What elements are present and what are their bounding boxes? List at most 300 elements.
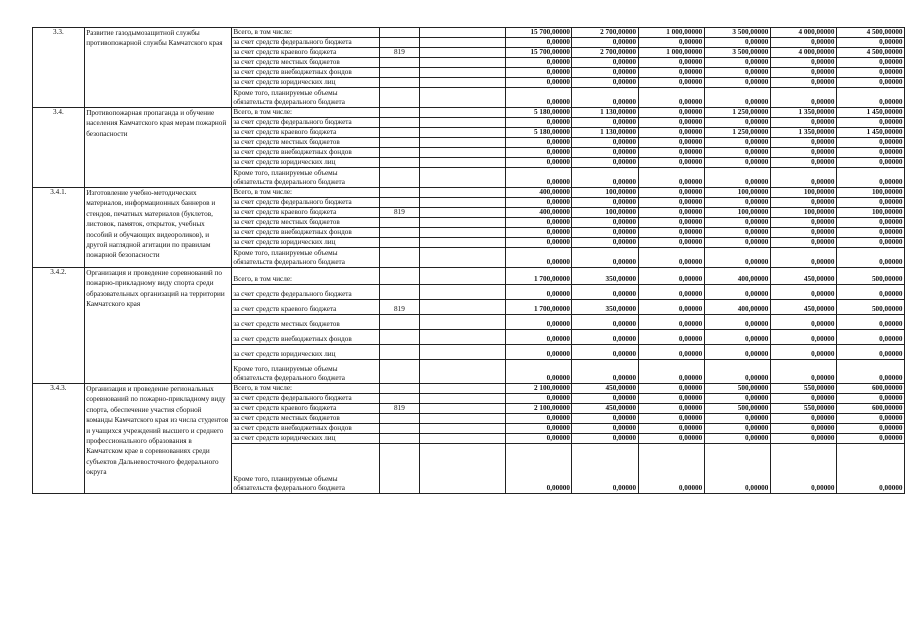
year-value: 0,00000: [638, 108, 704, 118]
empty-cell: [420, 228, 506, 238]
funding-source: за счет средств краевого бюджета: [231, 208, 379, 218]
total-value: 0,00000: [506, 434, 572, 444]
year-value: 0,00000: [638, 68, 704, 78]
year-value: 450,00000: [572, 404, 638, 414]
funding-source: Всего, в том числе:: [231, 28, 379, 38]
funding-source: за счет средств местных бюджетов: [231, 414, 379, 424]
funding-source: за счет средств юридических лиц: [231, 238, 379, 248]
year-value: 0,00000: [572, 414, 638, 424]
year-value: 400,00000: [704, 300, 770, 315]
empty-cell: [420, 444, 506, 494]
year-value: 0,00000: [638, 88, 704, 108]
total-value: 5 180,00000: [506, 128, 572, 138]
year-value: 0,00000: [770, 148, 836, 158]
total-value: 0,00000: [506, 168, 572, 188]
budget-code: [379, 345, 419, 360]
activity-name: Противопожарная пропаганда и обучение населения Камчатского края мерам пожарной безопасности: [84, 108, 231, 188]
funding-source: за счет средств внебюджетных фондов: [231, 228, 379, 238]
activity-name: Организация и проведение соревнований по пожарно-прикладному виду спорта среди образовательных организаций на территории Камчатского края: [84, 268, 231, 384]
year-value: 0,00000: [704, 360, 770, 384]
funding-source: за счет средств внебюджетных фондов: [231, 68, 379, 78]
funding-source: Кроме того, планируемые объемы обязательств федерального бюджета: [231, 88, 379, 108]
empty-cell: [420, 268, 506, 285]
year-value: 500,00000: [836, 300, 904, 315]
year-value: 0,00000: [572, 345, 638, 360]
year-value: 450,00000: [770, 300, 836, 315]
year-value: 0,00000: [572, 148, 638, 158]
table-row: [33, 268, 905, 285]
empty-cell: [420, 208, 506, 218]
budget-code: [379, 330, 419, 345]
budget-code: [379, 394, 419, 404]
funding-source: Кроме того, планируемые объемы обязательств федерального бюджета: [231, 444, 379, 494]
empty-cell: [420, 78, 506, 88]
empty-cell: [420, 285, 506, 300]
year-value: 0,00000: [770, 88, 836, 108]
year-value: 100,00000: [572, 188, 638, 198]
budget-code: [379, 315, 419, 330]
year-value: 0,00000: [836, 248, 904, 268]
year-value: 0,00000: [638, 148, 704, 158]
year-value: 0,00000: [638, 238, 704, 248]
year-value: 0,00000: [770, 330, 836, 345]
year-value: 0,00000: [704, 78, 770, 88]
item-number: 3.4.1.: [33, 188, 85, 268]
year-value: 350,00000: [572, 268, 638, 285]
year-value: 500,00000: [704, 384, 770, 394]
empty-cell: [420, 248, 506, 268]
year-value: 0,00000: [770, 360, 836, 384]
empty-cell: [420, 360, 506, 384]
total-value: 0,00000: [506, 138, 572, 148]
total-value: 0,00000: [506, 38, 572, 48]
budget-code: [379, 138, 419, 148]
budget-code: 819: [379, 208, 419, 218]
total-value: 5 180,00000: [506, 108, 572, 118]
budget-code: [379, 434, 419, 444]
year-value: 0,00000: [572, 168, 638, 188]
year-value: 600,00000: [836, 384, 904, 394]
year-value: 0,00000: [638, 78, 704, 88]
year-value: 0,00000: [704, 238, 770, 248]
year-value: 0,00000: [704, 158, 770, 168]
total-value: 15 700,00000: [506, 48, 572, 58]
total-value: 0,00000: [506, 218, 572, 228]
table-row: [33, 28, 905, 38]
funding-source: за счет средств юридических лиц: [231, 345, 379, 360]
year-value: 2 700,00000: [572, 28, 638, 38]
total-value: 0,00000: [506, 360, 572, 384]
year-value: 0,00000: [638, 268, 704, 285]
budget-code: [379, 118, 419, 128]
year-value: 0,00000: [836, 218, 904, 228]
year-value: 0,00000: [704, 424, 770, 434]
budget-code: 819: [379, 404, 419, 414]
total-value: 0,00000: [506, 315, 572, 330]
empty-cell: [420, 330, 506, 345]
budget-table: [32, 27, 905, 494]
year-value: 0,00000: [770, 394, 836, 404]
funding-source: Всего, в том числе:: [231, 384, 379, 394]
budget-code: [379, 414, 419, 424]
budget-code: [379, 424, 419, 434]
year-value: 0,00000: [836, 444, 904, 494]
year-value: 0,00000: [770, 118, 836, 128]
year-value: 0,00000: [638, 434, 704, 444]
funding-source: за счет средств краевого бюджета: [231, 404, 379, 414]
year-value: 0,00000: [638, 138, 704, 148]
year-value: 450,00000: [572, 384, 638, 394]
total-value: 2 100,00000: [506, 384, 572, 394]
total-value: 2 100,00000: [506, 404, 572, 414]
budget-code: [379, 88, 419, 108]
empty-cell: [420, 88, 506, 108]
year-value: 550,00000: [770, 404, 836, 414]
empty-cell: [420, 118, 506, 128]
year-value: 0,00000: [836, 118, 904, 128]
year-value: 0,00000: [770, 238, 836, 248]
year-value: 0,00000: [638, 38, 704, 48]
year-value: 0,00000: [836, 68, 904, 78]
table-row: [33, 384, 905, 394]
year-value: 0,00000: [572, 198, 638, 208]
total-value: 15 700,00000: [506, 28, 572, 38]
year-value: 0,00000: [638, 218, 704, 228]
year-value: 0,00000: [836, 394, 904, 404]
year-value: 0,00000: [770, 315, 836, 330]
year-value: 0,00000: [638, 285, 704, 300]
item-number: 3.4.2.: [33, 268, 85, 384]
budget-code: [379, 68, 419, 78]
year-value: 0,00000: [836, 58, 904, 68]
empty-cell: [420, 218, 506, 228]
year-value: 0,00000: [638, 330, 704, 345]
year-value: 100,00000: [704, 208, 770, 218]
year-value: 0,00000: [572, 158, 638, 168]
year-value: 0,00000: [638, 384, 704, 394]
year-value: 0,00000: [638, 158, 704, 168]
year-value: 0,00000: [770, 78, 836, 88]
total-value: 0,00000: [506, 158, 572, 168]
year-value: 0,00000: [836, 424, 904, 434]
year-value: 0,00000: [704, 148, 770, 158]
empty-cell: [420, 128, 506, 138]
year-value: 1 350,00000: [770, 128, 836, 138]
year-value: 0,00000: [572, 138, 638, 148]
empty-cell: [420, 108, 506, 118]
year-value: 0,00000: [704, 228, 770, 238]
year-value: 0,00000: [572, 58, 638, 68]
year-value: 0,00000: [770, 424, 836, 434]
empty-cell: [420, 315, 506, 330]
empty-cell: [420, 384, 506, 394]
year-value: 100,00000: [704, 188, 770, 198]
year-value: 500,00000: [704, 404, 770, 414]
year-value: 0,00000: [704, 330, 770, 345]
funding-source: за счет средств краевого бюджета: [231, 300, 379, 315]
year-value: 0,00000: [836, 228, 904, 238]
year-value: 0,00000: [638, 168, 704, 188]
table-row: [33, 188, 905, 198]
empty-cell: [420, 68, 506, 78]
year-value: 0,00000: [572, 68, 638, 78]
year-value: 0,00000: [638, 300, 704, 315]
empty-cell: [420, 424, 506, 434]
empty-cell: [420, 138, 506, 148]
year-value: 0,00000: [770, 218, 836, 228]
item-number: 3.4.: [33, 108, 85, 188]
year-value: 0,00000: [704, 88, 770, 108]
year-value: 0,00000: [836, 414, 904, 424]
year-value: 0,00000: [770, 168, 836, 188]
funding-source: за счет средств федерального бюджета: [231, 198, 379, 208]
budget-table-page: [32, 27, 905, 494]
funding-source: Всего, в том числе:: [231, 188, 379, 198]
year-value: 0,00000: [638, 128, 704, 138]
year-value: 0,00000: [638, 58, 704, 68]
funding-source: за счет средств юридических лиц: [231, 434, 379, 444]
year-value: 0,00000: [638, 315, 704, 330]
budget-code: [379, 188, 419, 198]
year-value: 0,00000: [770, 285, 836, 300]
year-value: 4 500,00000: [836, 28, 904, 38]
year-value: 1 250,00000: [704, 128, 770, 138]
budget-code: [379, 108, 419, 118]
table-body: [33, 28, 905, 494]
total-value: 0,00000: [506, 68, 572, 78]
empty-cell: [420, 38, 506, 48]
year-value: 1 130,00000: [572, 108, 638, 118]
year-value: 0,00000: [638, 345, 704, 360]
total-value: 0,00000: [506, 444, 572, 494]
year-value: 0,00000: [704, 168, 770, 188]
year-value: 0,00000: [770, 434, 836, 444]
budget-code: [379, 78, 419, 88]
funding-source: за счет средств федерального бюджета: [231, 285, 379, 300]
year-value: 0,00000: [704, 434, 770, 444]
total-value: 0,00000: [506, 345, 572, 360]
empty-cell: [420, 158, 506, 168]
budget-code: [379, 268, 419, 285]
budget-code: [379, 360, 419, 384]
year-value: 0,00000: [572, 444, 638, 494]
year-value: 100,00000: [836, 188, 904, 198]
total-value: 0,00000: [506, 78, 572, 88]
year-value: 0,00000: [704, 198, 770, 208]
table-row: [33, 108, 905, 118]
year-value: 0,00000: [704, 68, 770, 78]
empty-cell: [420, 238, 506, 248]
year-value: 0,00000: [572, 360, 638, 384]
total-value: 1 700,00000: [506, 300, 572, 315]
year-value: 0,00000: [704, 345, 770, 360]
funding-source: за счет средств краевого бюджета: [231, 128, 379, 138]
year-value: 0,00000: [572, 330, 638, 345]
year-value: 0,00000: [836, 360, 904, 384]
year-value: 600,00000: [836, 404, 904, 414]
funding-source: за счет средств краевого бюджета: [231, 48, 379, 58]
year-value: 0,00000: [836, 38, 904, 48]
year-value: 0,00000: [572, 285, 638, 300]
total-value: 400,00000: [506, 188, 572, 198]
empty-cell: [420, 28, 506, 38]
year-value: 100,00000: [770, 188, 836, 198]
total-value: 0,00000: [506, 118, 572, 128]
year-value: 0,00000: [836, 148, 904, 158]
total-value: 0,00000: [506, 228, 572, 238]
year-value: 0,00000: [704, 58, 770, 68]
year-value: 0,00000: [770, 158, 836, 168]
total-value: 0,00000: [506, 58, 572, 68]
total-value: 0,00000: [506, 198, 572, 208]
year-value: 1 000,00000: [638, 48, 704, 58]
year-value: 3 500,00000: [704, 48, 770, 58]
year-value: 0,00000: [704, 444, 770, 494]
year-value: 1 000,00000: [638, 28, 704, 38]
budget-code: [379, 444, 419, 494]
funding-source: за счет средств федерального бюджета: [231, 118, 379, 128]
year-value: 0,00000: [638, 198, 704, 208]
year-value: 0,00000: [572, 434, 638, 444]
empty-cell: [420, 434, 506, 444]
year-value: 0,00000: [572, 218, 638, 228]
year-value: 0,00000: [704, 315, 770, 330]
year-value: 0,00000: [836, 345, 904, 360]
budget-code: [379, 285, 419, 300]
year-value: 0,00000: [704, 394, 770, 404]
total-value: 0,00000: [506, 330, 572, 345]
year-value: 0,00000: [638, 414, 704, 424]
year-value: 0,00000: [770, 138, 836, 148]
total-value: 0,00000: [506, 285, 572, 300]
funding-source: за счет средств местных бюджетов: [231, 58, 379, 68]
year-value: 0,00000: [638, 360, 704, 384]
year-value: 500,00000: [836, 268, 904, 285]
activity-name: Развитие газодымозащитной службы противопожарной службы Камчатского края: [84, 28, 231, 108]
year-value: 0,00000: [638, 118, 704, 128]
year-value: 0,00000: [770, 345, 836, 360]
budget-code: [379, 38, 419, 48]
funding-source: за счет средств местных бюджетов: [231, 138, 379, 148]
year-value: 0,00000: [638, 444, 704, 494]
year-value: 400,00000: [704, 268, 770, 285]
empty-cell: [420, 48, 506, 58]
budget-code: [379, 198, 419, 208]
year-value: 0,00000: [836, 330, 904, 345]
year-value: 0,00000: [704, 118, 770, 128]
empty-cell: [420, 394, 506, 404]
total-value: 400,00000: [506, 208, 572, 218]
year-value: 0,00000: [836, 198, 904, 208]
empty-cell: [420, 58, 506, 68]
year-value: 1 350,00000: [770, 108, 836, 118]
budget-code: [379, 148, 419, 158]
year-value: 4 500,00000: [836, 48, 904, 58]
year-value: 0,00000: [638, 228, 704, 238]
year-value: 0,00000: [770, 198, 836, 208]
year-value: 100,00000: [572, 208, 638, 218]
activity-name: Изготовление учебно-методических материалов, информационных баннеров и стендов, печатных материалов (буклетов, листовок, памяток, открыток, учебных пособий и обучающих видеороликов), и другой наглядной агитации по правилам пожарной безопасности: [84, 188, 231, 268]
year-value: 0,00000: [704, 414, 770, 424]
year-value: 0,00000: [704, 248, 770, 268]
budget-code: 819: [379, 300, 419, 315]
year-value: 0,00000: [638, 424, 704, 434]
year-value: 0,00000: [770, 38, 836, 48]
year-value: 0,00000: [572, 248, 638, 268]
budget-code: [379, 58, 419, 68]
year-value: 1 130,00000: [572, 128, 638, 138]
item-number: 3.4.3.: [33, 384, 85, 494]
total-value: 0,00000: [506, 248, 572, 268]
funding-source: за счет средств внебюджетных фондов: [231, 424, 379, 434]
year-value: 550,00000: [770, 384, 836, 394]
total-value: 0,00000: [506, 238, 572, 248]
year-value: 4 000,00000: [770, 28, 836, 38]
year-value: 0,00000: [572, 78, 638, 88]
year-value: 0,00000: [572, 118, 638, 128]
year-value: 0,00000: [704, 285, 770, 300]
budget-code: [379, 28, 419, 38]
year-value: 0,00000: [770, 248, 836, 268]
year-value: 0,00000: [836, 285, 904, 300]
budget-code: [379, 248, 419, 268]
funding-source: за счет средств местных бюджетов: [231, 315, 379, 330]
year-value: 0,00000: [704, 138, 770, 148]
year-value: 3 500,00000: [704, 28, 770, 38]
year-value: 1 250,00000: [704, 108, 770, 118]
budget-code: [379, 168, 419, 188]
empty-cell: [420, 168, 506, 188]
activity-name: Организация и проведение региональных соревнований по пожарно-прикладному виду спорта, обеспечение участия сборной команды Камчатского края из числа студентов и учащихся учреждений высшего и среднего профессионального образования в Камчатском крае в соревнованиях среди субъектов Дальневосточного федерального округа: [84, 384, 231, 494]
year-value: 0,00000: [836, 88, 904, 108]
funding-source: за счет средств внебюджетных фондов: [231, 148, 379, 158]
year-value: 350,00000: [572, 300, 638, 315]
year-value: 0,00000: [572, 424, 638, 434]
year-value: 0,00000: [836, 138, 904, 148]
year-value: 0,00000: [638, 248, 704, 268]
year-value: 0,00000: [572, 38, 638, 48]
year-value: 0,00000: [836, 158, 904, 168]
total-value: 0,00000: [506, 424, 572, 434]
year-value: 0,00000: [770, 444, 836, 494]
funding-source: за счет средств федерального бюджета: [231, 394, 379, 404]
funding-source: за счет средств внебюджетных фондов: [231, 330, 379, 345]
year-value: 0,00000: [770, 414, 836, 424]
year-value: 1 450,00000: [836, 128, 904, 138]
empty-cell: [420, 188, 506, 198]
year-value: 450,00000: [770, 268, 836, 285]
year-value: 0,00000: [770, 228, 836, 238]
item-number: 3.3.: [33, 28, 85, 108]
year-value: 0,00000: [704, 218, 770, 228]
funding-source: Кроме того, планируемые объемы обязательств федерального бюджета: [231, 248, 379, 268]
funding-source: за счет средств федерального бюджета: [231, 38, 379, 48]
budget-code: [379, 228, 419, 238]
budget-code: [379, 128, 419, 138]
total-value: 0,00000: [506, 394, 572, 404]
empty-cell: [420, 345, 506, 360]
year-value: 0,00000: [770, 58, 836, 68]
budget-code: 819: [379, 48, 419, 58]
empty-cell: [420, 414, 506, 424]
year-value: 0,00000: [572, 238, 638, 248]
year-value: 0,00000: [572, 88, 638, 108]
total-value: 0,00000: [506, 414, 572, 424]
empty-cell: [420, 404, 506, 414]
funding-source: за счет средств местных бюджетов: [231, 218, 379, 228]
year-value: 0,00000: [836, 78, 904, 88]
funding-source: Всего, в том числе:: [231, 268, 379, 285]
